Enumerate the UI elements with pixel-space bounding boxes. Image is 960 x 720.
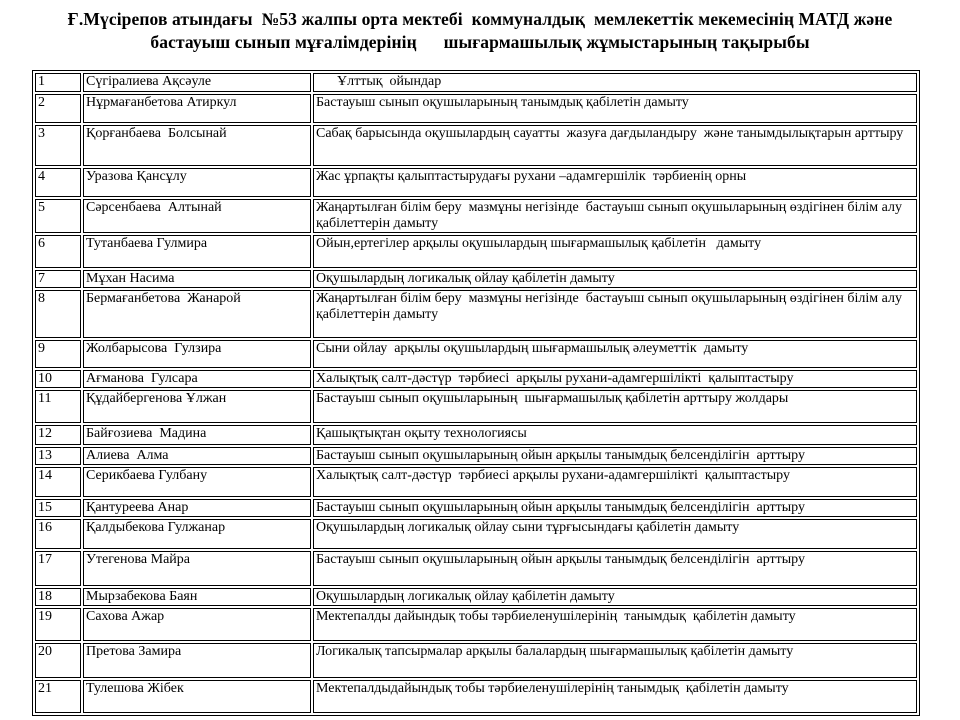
teacher-name-cell: Байғозиева Мадина [83, 425, 311, 445]
row-number-cell: 4 [35, 168, 81, 197]
row-number-cell: 6 [35, 235, 81, 268]
teacher-name-cell: Сәрсенбаева Алтынай [83, 199, 311, 233]
topic-cell: Бастауыш сынып оқушыларының ойын арқылы танымдық белсенділігін арттыру [313, 447, 917, 465]
topic-cell: Оқушылардың логикалық ойлау қабілетін дамыту [313, 588, 917, 606]
table-row [35, 370, 917, 388]
table-row [35, 447, 917, 465]
row-number-cell: 8 [35, 290, 81, 338]
table-row [35, 551, 917, 586]
topic-cell: Мектепалды дайындық тобы тәрбиеленушілерінің танымдық қабілетін дамыту [313, 608, 917, 641]
topic-cell: Логикалық тапсырмалар арқылы балалардың шығармашылық қабілетін дамыту [313, 643, 917, 678]
row-number-cell: 2 [35, 94, 81, 123]
teacher-name-cell: Мырзабекова Баян [83, 588, 311, 606]
table-row [35, 168, 917, 197]
teacher-name-cell: Қантуреева Анар [83, 499, 311, 517]
topic-cell: Жас ұрпақты қалыптастырудағы рухани –адамгершілік тәрбиенің орны [313, 168, 917, 197]
topic-cell: Жаңартылған білім беру мазмұны негізінде бастауыш сынып оқушыларының өздігінен білім алу қабілеттерін дамыту [313, 290, 917, 338]
teacher-name-cell: Құдайбергенова Ұлжан [83, 390, 311, 423]
table-row [35, 499, 917, 517]
table-row [35, 390, 917, 423]
topic-cell: Ұлттық ойындар [313, 73, 917, 92]
teacher-name-cell: Мұхан Насима [83, 270, 311, 288]
table-row [35, 425, 917, 445]
table-row [35, 467, 917, 497]
row-number-cell: 1 [35, 73, 81, 92]
table-row [35, 199, 917, 233]
table-row [35, 94, 917, 123]
row-number-cell: 19 [35, 608, 81, 641]
topic-cell: Ойын,ертегілер арқылы оқушылардың шығармашылық қабілетін дамыту [313, 235, 917, 268]
topic-cell: Қашықтықтан оқыту технологиясы [313, 425, 917, 445]
table-row [35, 680, 917, 713]
teacher-name-cell: Уразова Қансұлу [83, 168, 311, 197]
topic-cell: Оқушылардың логикалық ойлау сыни тұрғысындағы қабілетін дамыту [313, 519, 917, 549]
table-row [35, 519, 917, 549]
topic-cell: Оқушылардың логикалық ойлау қабілетін дамыту [313, 270, 917, 288]
teacher-name-cell: Жолбарысова Гулзира [83, 340, 311, 368]
teacher-name-cell: Бермағанбетова Жанарой [83, 290, 311, 338]
teacher-name-cell: Тутанбаева Гулмира [83, 235, 311, 268]
topic-cell: Бастауыш сынып оқушыларының ойын арқылы танымдық белсенділігін арттыру [313, 551, 917, 586]
topics-table [32, 70, 920, 716]
row-number-cell: 5 [35, 199, 81, 233]
table-row [35, 340, 917, 368]
row-number-cell: 7 [35, 270, 81, 288]
row-number-cell: 11 [35, 390, 81, 423]
teacher-name-cell: Алиева Алма [83, 447, 311, 465]
teacher-name-cell: Қалдыбекова Гулжанар [83, 519, 311, 549]
table-row [35, 235, 917, 268]
teacher-name-cell: Нұрмағанбетова Атиркул [83, 94, 311, 123]
teacher-name-cell: Серикбаева Гулбану [83, 467, 311, 497]
table-row [35, 270, 917, 288]
table-row [35, 643, 917, 678]
row-number-cell: 21 [35, 680, 81, 713]
title-line-1: Ғ.Мүсірепов атындағы №53 жалпы орта мектебі коммуналдық мемлекеттік мекемесінің МАТД және [67, 9, 893, 29]
topics-table-body [35, 73, 917, 713]
table-row [35, 125, 917, 166]
row-number-cell: 3 [35, 125, 81, 166]
topic-cell: Сабақ барысында оқушылардың сауатты жазуға дағдыландыру және танымдылықтарын арттыру [313, 125, 917, 166]
teacher-name-cell: Претова Замира [83, 643, 311, 678]
table-row [35, 588, 917, 606]
topic-cell: Жаңартылған білім беру мазмұны негізінде бастауыш сынып оқушыларының өздігінен білім алу қабілеттерін дамыту [313, 199, 917, 233]
table-row [35, 608, 917, 641]
row-number-cell: 16 [35, 519, 81, 549]
topic-cell: Бастауыш сынып оқушыларының шығармашылық қабілетін арттыру жолдары [313, 390, 917, 423]
row-number-cell: 17 [35, 551, 81, 586]
teacher-name-cell: Қорғанбаева Болсынай [83, 125, 311, 166]
teacher-name-cell: Ағманова Гулсара [83, 370, 311, 388]
teacher-name-cell: Тулешова Жібек [83, 680, 311, 713]
topic-cell: Бастауыш сынып оқушыларының ойын арқылы танымдық белсенділігін арттыру [313, 499, 917, 517]
page-title [0, 0, 960, 54]
topics-table-container [32, 70, 920, 716]
teacher-name-cell: Сүгіралиева Ақсәуле [83, 73, 311, 92]
row-number-cell: 14 [35, 467, 81, 497]
topic-cell: Бастауыш сынып оқушыларының танымдық қабілетін дамыту [313, 94, 917, 123]
title-line-2: бастауыш сынып мұғалімдерінің шығармашылық жұмыстарының тақырыбы [150, 32, 810, 52]
row-number-cell: 12 [35, 425, 81, 445]
teacher-name-cell: Утегенова Майра [83, 551, 311, 586]
topic-cell: Халықтық салт-дәстүр тәрбиесі арқылы рухани-адамгершілікті қалыптастыру [313, 370, 917, 388]
teacher-name-cell: Сахова Ажар [83, 608, 311, 641]
table-row [35, 290, 917, 338]
topic-cell: Халықтық салт-дәстүр тәрбиесі арқылы рухани-адамгершілікті қалыптастыру [313, 467, 917, 497]
topic-cell: Мектепалдыдайындық тобы тәрбиеленушілерінің танымдық қабілетін дамыту [313, 680, 917, 713]
row-number-cell: 18 [35, 588, 81, 606]
row-number-cell: 10 [35, 370, 81, 388]
topic-cell: Сыни ойлау арқылы оқушылардың шығармашылық әлеуметтік дамыту [313, 340, 917, 368]
row-number-cell: 13 [35, 447, 81, 465]
row-number-cell: 9 [35, 340, 81, 368]
row-number-cell: 20 [35, 643, 81, 678]
table-row [35, 73, 917, 92]
row-number-cell: 15 [35, 499, 81, 517]
